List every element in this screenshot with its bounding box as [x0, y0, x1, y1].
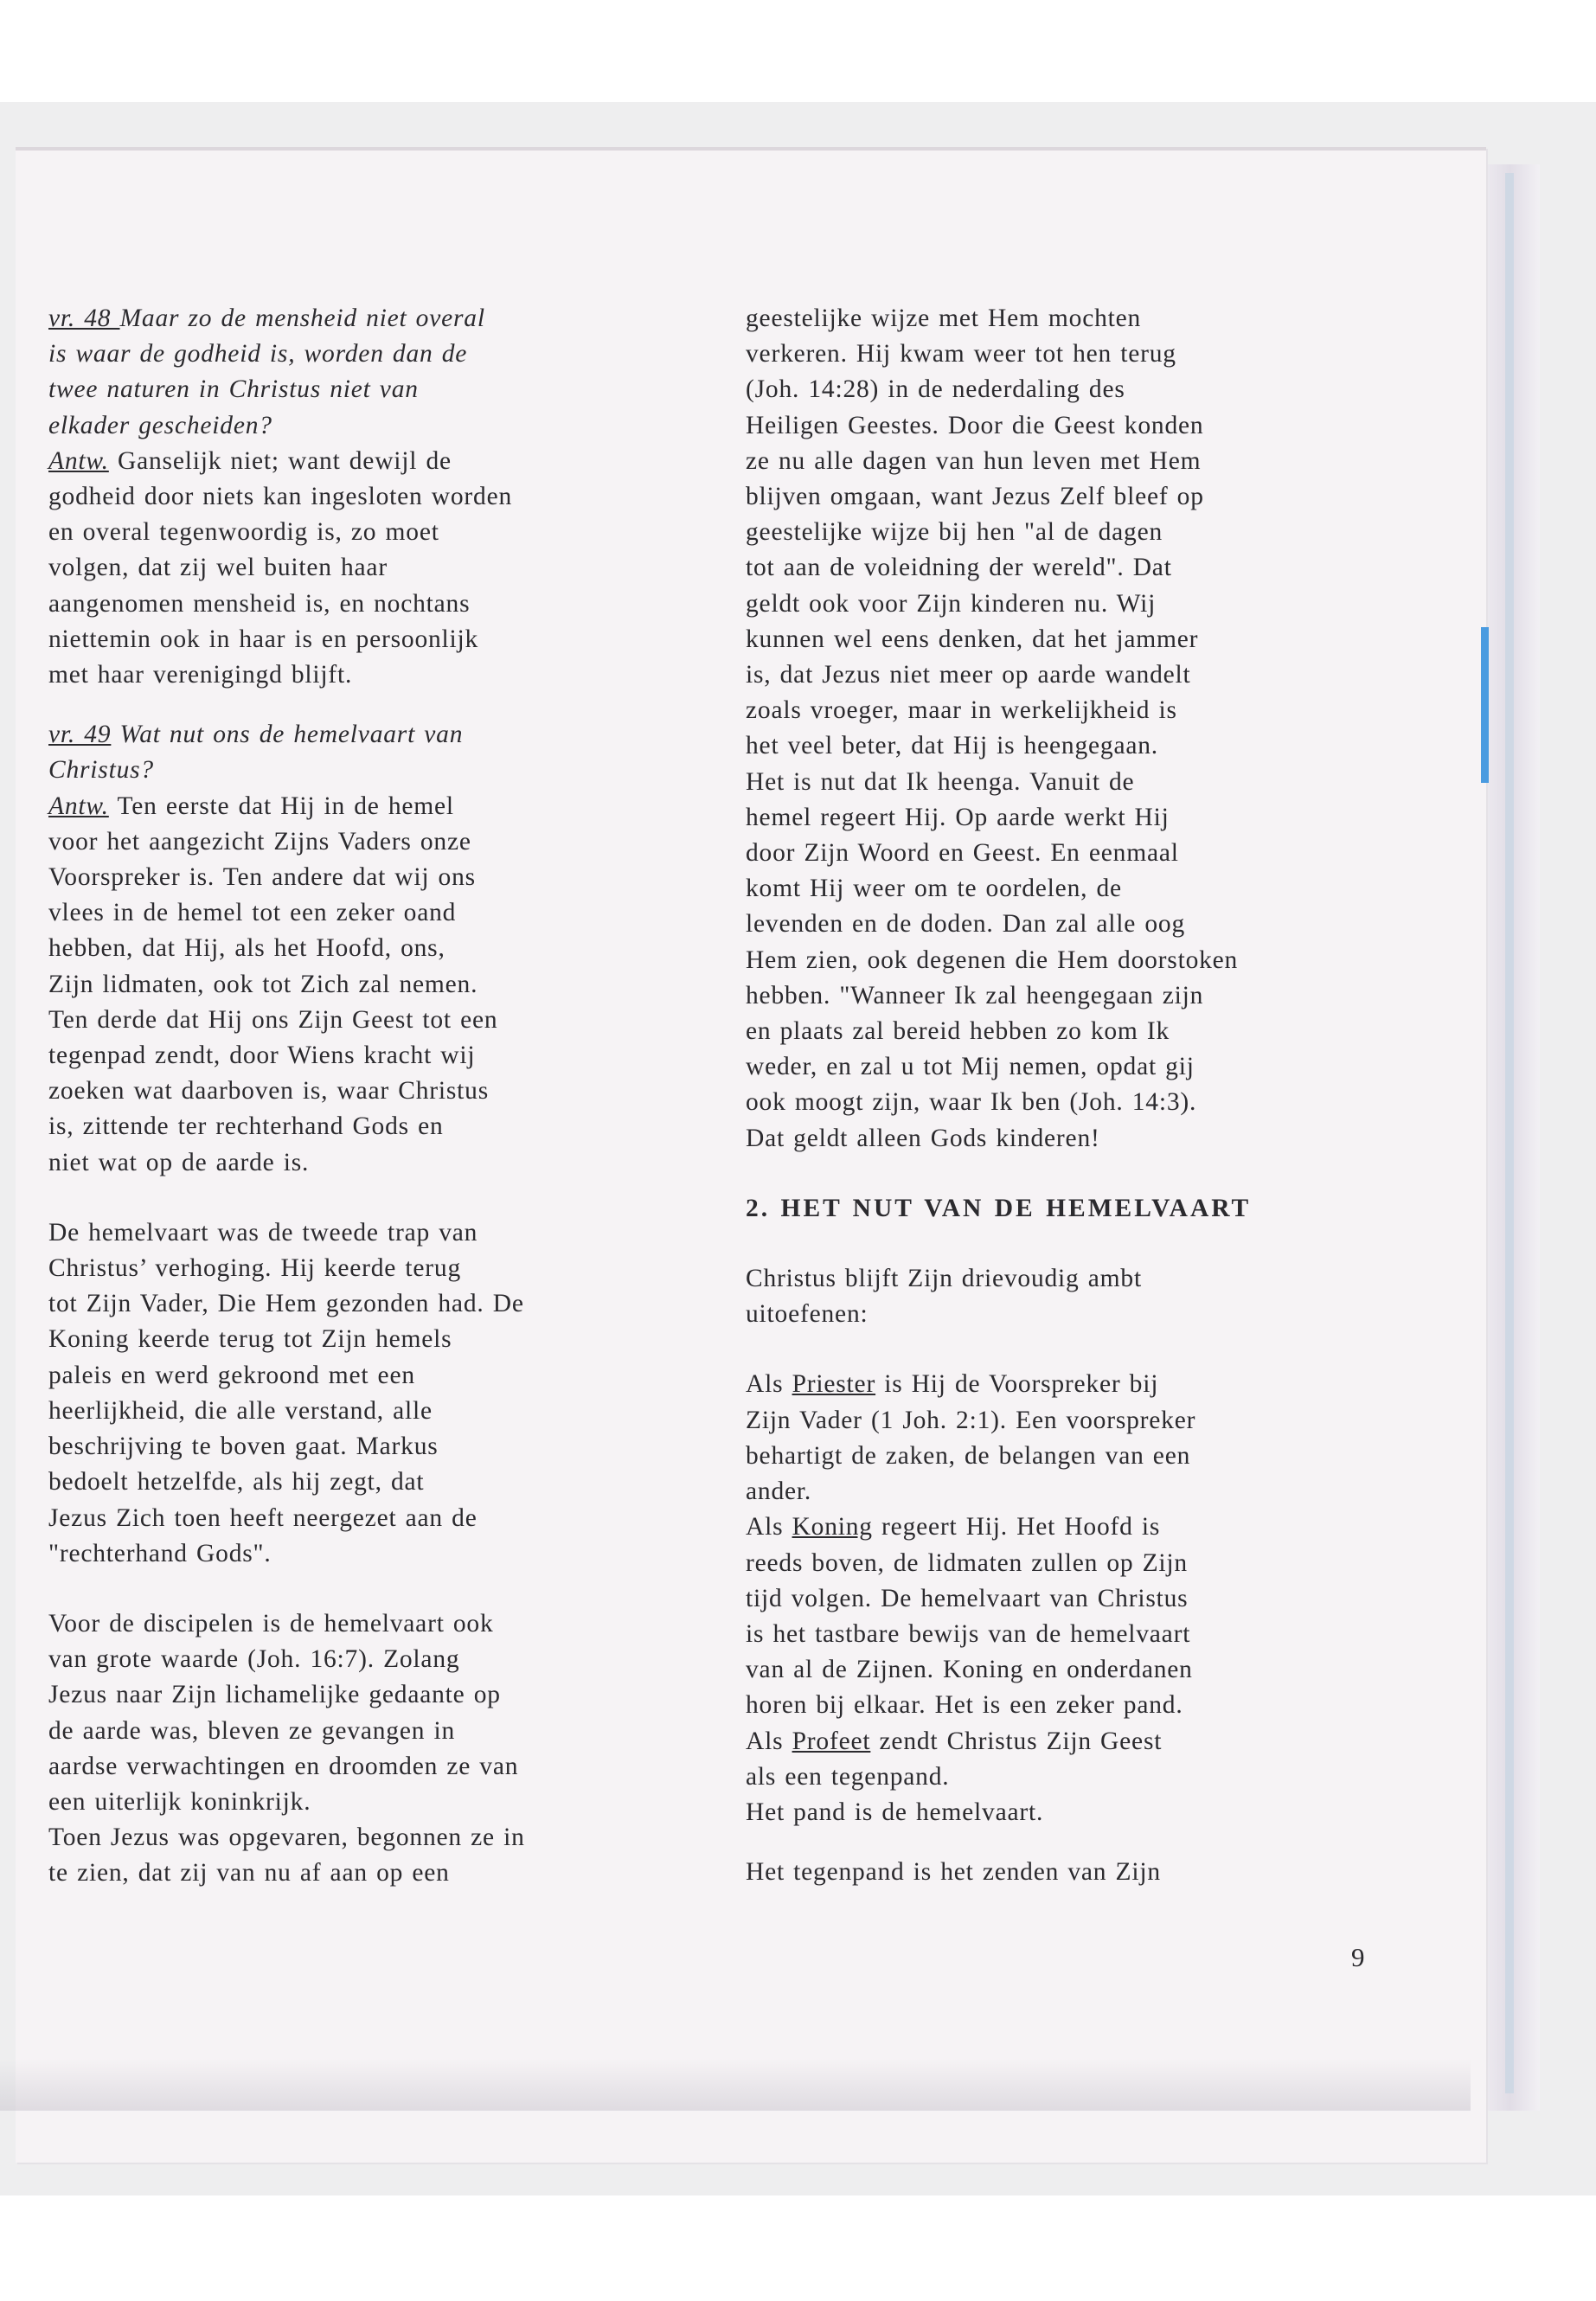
answer-49 — [48, 789, 706, 1181]
answer-49-text: Ten eerste dat Hij in de hemel voor het aangezicht Zijns Vaders onze Voorspreker is. Ten andere dat wij ons vlees in de hemel tot een zeker oand hebben, dat Hij, als het Hoofd, ons, Zijn lidmaten, ook tot Zich zal nemen. Ten derde dat Hij ons Zijn Geest tot een tegenpad zendt, door Wiens kracht wij zoeken wat daarboven is, waar Christus is, zittende ter rechterhand Gods en niet wat op de aarde is. — [48, 792, 498, 1176]
paragraph-koning — [746, 1509, 1438, 1723]
answer-48-text: Ganselijk niet; want dewijl de godheid door niets kan ingesloten worden en overal tegenwoordig is, zo moet volgen, dat zij wel buiten haar aangenomen mensheid is, en nochtans niettemin ook in haar is en persoonlijk met haar verenigingd blijft. — [48, 446, 513, 689]
koning-text: regeert Hij. Het Hoofd is reeds boven, de lidmaten zullen op Zijn tijd volgen. De hemelvaart van Christus is het tastbare bewijs van de hemelvaart van al de Zijnen. Koning en onderdanen horen bij elkaar. Het is een zeker pand. — [746, 1513, 1193, 1720]
answer-48 — [48, 444, 706, 693]
page-number: 9 — [1351, 1942, 1365, 1972]
book-cover-edge — [1505, 173, 1514, 2093]
profeet-word: Profeet — [792, 1727, 871, 1755]
question-49-text: Wat nut ons de hemelvaart van Christus? — [48, 721, 464, 785]
paragraph-discipelen: Voor de discipelen is de hemelvaart ook van grote waarde (Joh. 16:7). Zolang Jezus naar Zijn lichamelijke gedaante op de aarde was, bleven ze gevangen in aardse verwachtingen en droomden ze van een uiterlijk koninkrijk. Toen Jezus was opgevaren, begonnen ze in te zien, dat zij van nu af aan op een — [48, 1609, 525, 1888]
blue-page-tab — [1481, 627, 1489, 783]
profeet-prefix: Als — [746, 1727, 792, 1755]
paragraph-drievoudig-ambt: Christus blijft Zijn drievoudig ambt uitoefenen: — [746, 1265, 1142, 1329]
koning-word: Koning — [792, 1513, 873, 1541]
priester-text: is Hij de Voorspreker bij Zijn Vader (1 Joh. 2:1). Een voorspreker behartigt de zaken, de belangen van een ander. — [746, 1370, 1196, 1506]
page-bottom-shadow — [0, 2059, 1471, 2111]
paragraph-profeet — [746, 1724, 1438, 1831]
priester-word: Priester — [792, 1370, 876, 1399]
right-column — [746, 301, 1438, 1890]
paragraph-tegenpand: Het tegenpand is het zenden van Zijn — [746, 1858, 1161, 1887]
priester-prefix: Als — [746, 1370, 792, 1399]
answer-48-label: Antw. — [48, 446, 109, 475]
koning-prefix: Als — [746, 1513, 792, 1541]
question-49 — [48, 717, 706, 788]
page-top-edge — [16, 147, 1486, 151]
section-heading: 2. HET NUT VAN DE HEMELVAART — [746, 1194, 1252, 1222]
paragraph-hemelvaart: De hemelvaart was de tweede trap van Christus’ verhoging. Hij keerde terug tot Zijn Vader, Die Hem gezonden had. De Koning keerde terug tot Zijn hemels paleis en werd gekroond met een heerlijkheid, die alle verstand, alle beschrijving te boven gaat. Markus bedoelt hetzelfde, als hij zegt, dat Jezus Zich toen heeft neergezet aan de "rechterhand Gods". — [48, 1218, 524, 1567]
paragraph-geestelijke-wijze: geestelijke wijze met Hem mochten verkeren. Hij kwam weer tot hen terug (Joh. 14:28) in de nederdaling des Heiligen Geestes. Door die Geest konden ze nu alle dagen van hun leven met Hem blijven omgaan, want Jezus Zelf bleef op geestelijke wijze bij hen "al de dagen tot aan de voleidning der wereld". Dat geldt ook voor Zijn kinderen nu. Wij kunnen wel eens denken, dat het jammer is, dat Jezus niet meer op aarde wandelt zoals vroeger, maar in werkelijkheid is het veel beter, dat Hij is heengegaan. Het is nut dat Ik heenga. Vanuit de hemel regeert Hij. Op aarde werkt Hij door Zijn Woord en Geest. En eenmaal komt Hij weer om te oordelen, de levenden en de doden. Dan zal alle oog Hem zien, ook degenen die Hem doorstoken hebben. "Wanneer Ik zal heengegaan zijn en plaats zal bereid hebben zo kom Ik weder, en zal u tot Mij nemen, opdat gij ook moogt zijn, waar Ik ben (Joh. 14:3). Dat geldt alleen Gods kinderen! — [746, 304, 1239, 1152]
question-48-text: Maar zo de mensheid niet overal is waar de godheid is, worden dan de twee naturen in Christus niet van elkader gescheiden? — [48, 304, 485, 439]
paragraph-priester — [746, 1367, 1438, 1509]
answer-49-label: Antw. — [48, 792, 109, 820]
left-column — [48, 301, 706, 1892]
question-48 — [48, 301, 706, 444]
question-49-label: vr. 49 — [48, 721, 112, 749]
profeet-text: zendt Christus Zijn Geest als een tegenpand. Het pand is de hemelvaart. — [746, 1727, 1163, 1826]
question-48-label: vr. 48 — [48, 304, 120, 332]
